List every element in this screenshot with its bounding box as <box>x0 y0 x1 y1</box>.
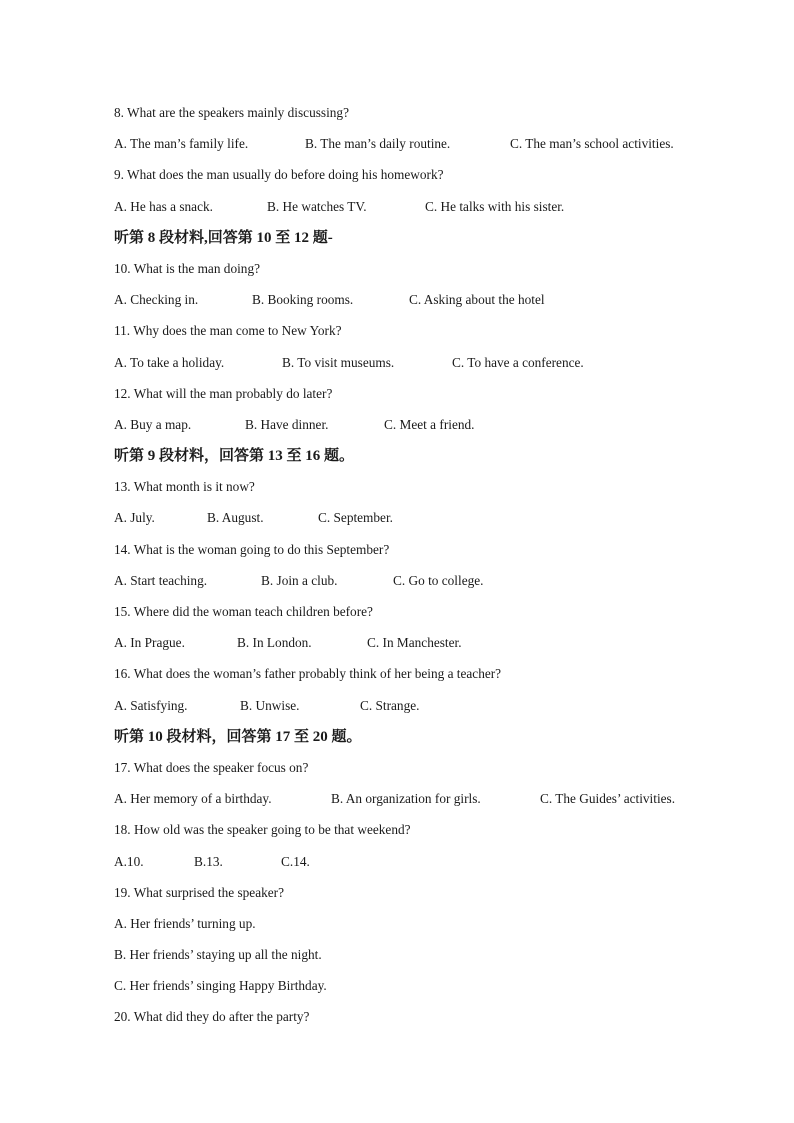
option-10-c: C. Asking about the hotel <box>409 292 545 308</box>
question-17: 17. What does the speaker focus on? <box>114 759 309 775</box>
option-10-a: A. Checking in. <box>114 292 199 308</box>
option-14-b: B. Join a club. <box>261 572 338 588</box>
option-16-c: C. Strange. <box>360 697 420 713</box>
options-18 <box>114 851 714 882</box>
option-18-a: A.10. <box>114 853 144 869</box>
option-13-a: A. July. <box>114 510 155 526</box>
option-9-a: A. He has a snack. <box>114 198 213 214</box>
options-8 <box>114 133 714 164</box>
section-heading-10: 听第 10 段材料，回答第 17 至 20 题。 <box>114 728 362 745</box>
options-9 <box>114 196 714 227</box>
question-13: 13. What month is it now? <box>114 479 255 495</box>
option-17-a: A. Her memory of a birthday. <box>114 791 272 807</box>
section-heading-9: 听第 9 段材料，回答第 13 至 16 题。 <box>114 448 355 465</box>
option-15-a: A. In Prague. <box>114 635 185 651</box>
options-13 <box>114 507 714 538</box>
option-8-c: C. The man’s school activities. <box>510 136 674 152</box>
option-12-c: C. Meet a friend. <box>384 416 475 432</box>
question-12: 12. What will the man probably do later? <box>114 385 333 401</box>
question-14: 14. What is the woman going to do this September? <box>114 541 390 557</box>
option-12-a: A. Buy a map. <box>114 416 192 432</box>
question-16: 16. What does the woman’s father probably think of her being a teacher? <box>114 666 502 682</box>
option-17-c: C. The Guides’ activities. <box>540 791 676 807</box>
question-8: 8. What are the speakers mainly discussing? <box>114 105 349 120</box>
options-16 <box>114 695 714 726</box>
option-14-c: C. Go to college. <box>393 572 484 588</box>
option-19-b: B. Her friends’ staying up all the night. <box>114 947 322 963</box>
option-14-a: A. Start teaching. <box>114 572 208 588</box>
question-18: 18. How old was the speaker going to be that weekend? <box>114 822 411 838</box>
question-15: 15. Where did the woman teach children before? <box>114 604 373 619</box>
option-15-c: C. In Manchester. <box>367 635 462 651</box>
options-11 <box>114 352 714 383</box>
option-17-b: B. An organization for girls. <box>331 791 481 807</box>
option-11-b: B. To visit museums. <box>282 354 395 370</box>
option-15-b: B. In London. <box>237 635 312 651</box>
option-9-c: C. He talks with his sister. <box>425 198 565 214</box>
option-10-b: B. Booking rooms. <box>252 292 354 308</box>
question-20: 20. What did they do after the party? <box>114 1009 310 1025</box>
option-19-a: A. Her friends’ turning up. <box>114 915 256 931</box>
options-10 <box>114 289 714 320</box>
options-17 <box>114 788 714 819</box>
option-19-c: C. Her friends’ singing Happy Birthday. <box>114 978 327 994</box>
exam-page <box>114 102 714 1038</box>
option-11-a: A. To take a holiday. <box>114 354 225 370</box>
question-19: 19. What surprised the speaker? <box>114 884 284 900</box>
option-18-c: C.14. <box>281 853 310 869</box>
option-18-b: B.13. <box>194 853 223 869</box>
option-16-a: A. Satisfying. <box>114 697 188 713</box>
options-14 <box>114 570 714 601</box>
question-9: 9. What does the man usually do before doing his homework? <box>114 167 444 183</box>
section-heading-8: 听第 8 段材料,回答第 10 至 12 题- <box>114 229 333 246</box>
question-11: 11. Why does the man come to New York? <box>114 323 342 339</box>
option-16-b: B. Unwise. <box>240 697 300 713</box>
options-12 <box>114 414 714 445</box>
option-8-b: B. The man’s daily routine. <box>305 136 451 152</box>
option-8-a: A. The man’s family life. <box>114 136 249 152</box>
option-9-b: B. He watches TV. <box>267 198 367 214</box>
option-13-b: B. August. <box>207 510 264 526</box>
option-13-c: C. September. <box>318 510 393 526</box>
option-11-c: C. To have a conference. <box>452 354 584 370</box>
option-12-b: B. Have dinner. <box>245 416 329 432</box>
options-15 <box>114 632 714 663</box>
question-10: 10. What is the man doing? <box>114 260 260 276</box>
